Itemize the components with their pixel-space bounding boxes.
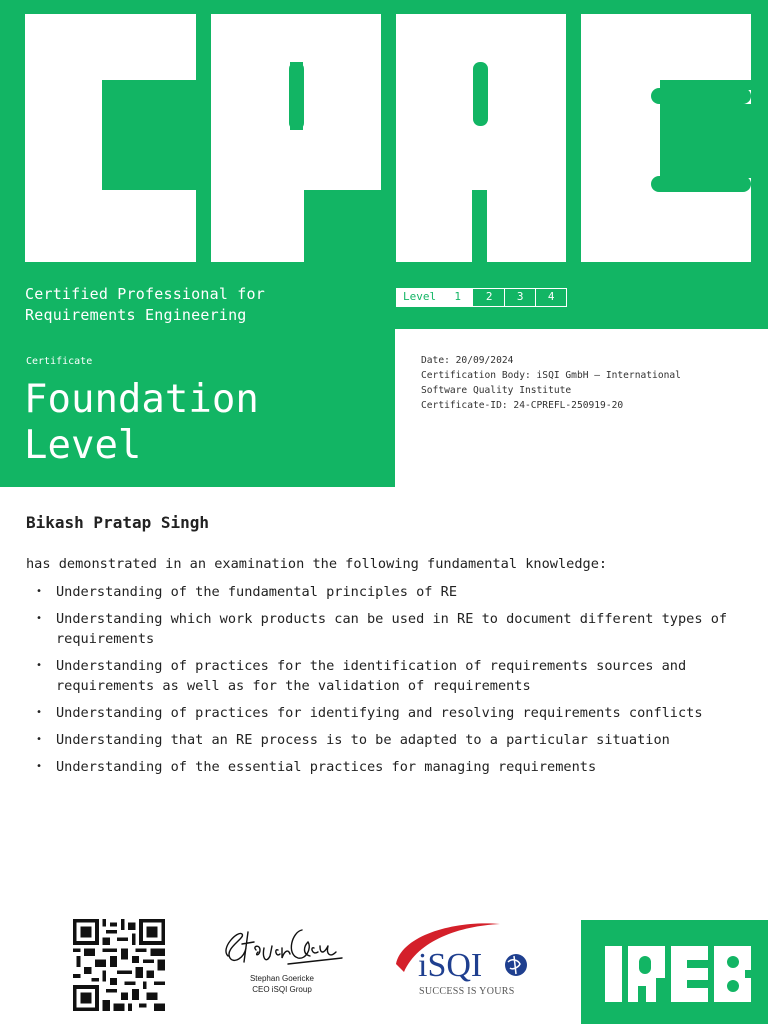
certificate-title [24, 377, 259, 469]
subtitle-line-2: Requirements Engineering [25, 306, 247, 324]
knowledge-intro: has demonstrated in an examination the following fundamental knowledge: [26, 556, 608, 572]
level-label: Level [397, 289, 442, 306]
level-2: 2 [473, 289, 504, 306]
meta-body-line-1: Certification Body: iSQI GmbH – International [421, 370, 681, 381]
list-item: • Understanding of the fundamental principles of RE [36, 582, 746, 602]
level-indicator [396, 288, 567, 307]
level-1: 1 [442, 289, 473, 306]
holder-name: Bikash Pratap Singh [26, 513, 210, 532]
level-3: 3 [504, 289, 535, 306]
list-item: • Understanding which work products can be used in RE to document different types of requirements [36, 609, 746, 649]
meta-certificate-id: Certificate-ID: 24-CPREFL-250919-20 [421, 400, 624, 411]
isqi-logo [388, 918, 543, 1000]
certificate-title-line-1: Foundation [24, 377, 259, 422]
signer-role: CEO iSQI Group [252, 985, 312, 994]
signature-image [218, 918, 346, 970]
list-item: • Understanding of the essential practices for managing requirements [36, 757, 746, 777]
knowledge-list [36, 582, 746, 784]
isqi-tagline: SUCCESS IS YOURS [419, 986, 515, 997]
certificate-title-line-2: Level [24, 423, 142, 468]
list-item: • Understanding of practices for identifying and resolving requirements conflicts [36, 703, 746, 723]
list-item: • Understanding of practices for the identification of requirements sources and requirements as well as for the validation of requirements [36, 656, 746, 696]
meta-body-line-2: Software Quality Institute [421, 385, 572, 396]
certificate-label: Certificate [26, 356, 93, 367]
level-4: 4 [535, 289, 566, 306]
qr-code-icon [70, 919, 168, 1011]
ireb-logo [581, 920, 768, 1024]
hero-banner [0, 0, 768, 329]
certificate-meta [421, 353, 741, 413]
isqi-wordmark: iSQI [418, 947, 483, 984]
signer [218, 973, 346, 995]
list-item: • Understanding that an RE process is to be adapted to a particular situation [36, 730, 746, 750]
meta-date: Date: 20/09/2024 [421, 355, 514, 366]
signer-name: Stephan Goericke [249, 974, 315, 983]
subtitle-line-1: Certified Professional for [25, 285, 265, 303]
cpre-logo-letters [0, 0, 768, 329]
program-subtitle [25, 284, 265, 326]
